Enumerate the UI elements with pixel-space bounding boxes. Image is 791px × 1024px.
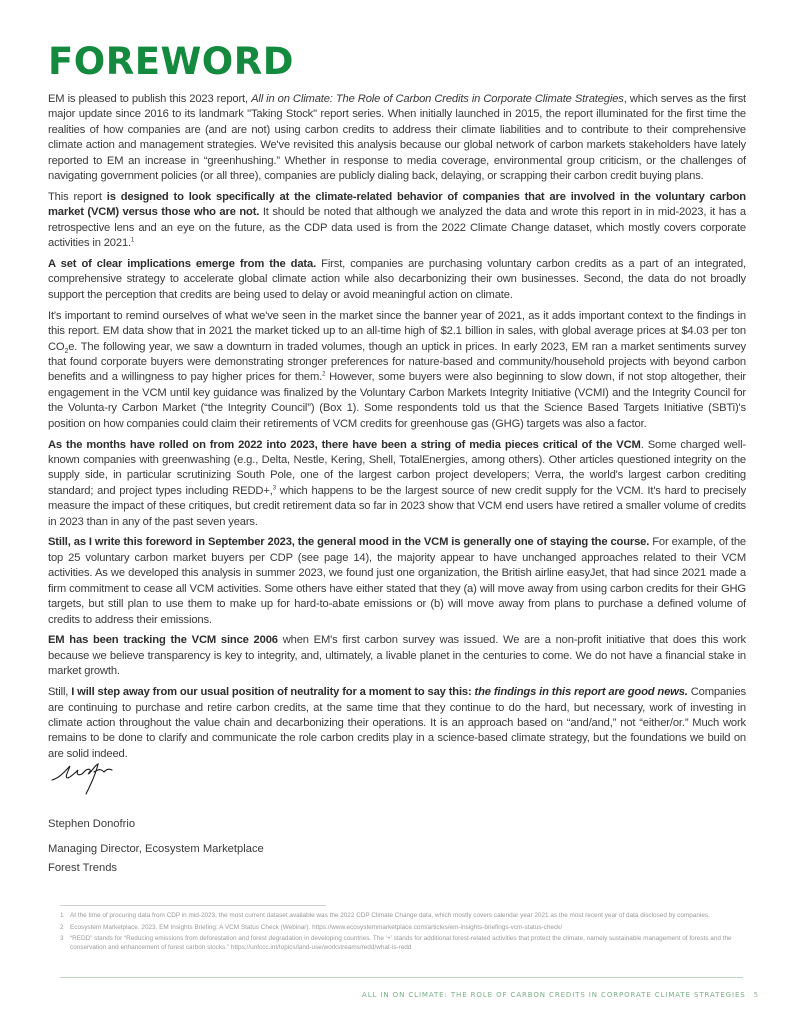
footnote-1 (60, 912, 740, 921)
page-footer (362, 991, 759, 999)
paragraph-tracking (48, 633, 746, 679)
text: Companies are continuing to purchase and retire carbon credits, at the same time that they continue to do the hard, but necessary, work of investing in climate action throughout the value chain and decarbonizing their operations. It is an approach based on “and/and,” not “either/or.” Much work remains to be done to clarify and communicate the role carbon credits play in a science-based climate strategy, but the foundations we build on are solid indeed. (48, 686, 746, 760)
footnote-divider (60, 905, 326, 906)
text: Still, (48, 686, 72, 699)
signatory-title: Managing Director, Ecosystem Marketplace (48, 843, 264, 855)
paragraph-mood (48, 535, 746, 627)
footnote-number: 3 (60, 935, 64, 943)
footnote-number: 2 (60, 923, 64, 931)
bold-lead: is designed to look specifically at the climate-related behavior of companies that are involved in the voluntary carbon market (VCM) versus those who are not. (48, 190, 746, 219)
page-number: 5 (753, 991, 759, 999)
bold-italic-emphasis: the findings in this report are good news. (474, 686, 688, 699)
bold-lead: I will step away from our usual position of neutrality for a moment to say this: (71, 686, 475, 699)
signatory-name: Stephen Donofrio (48, 818, 136, 830)
text: It's important to remind ourselves of what we've seen in the market since the banner year of 2021, as it adds important context to the findings in this report. EM data show that in 2021 the market ticked up to an all-time high of $2.1 billion in sales, with global average prices at $4.03 per ton CO (48, 309, 746, 353)
text: For example, of the top 25 voluntary carbon market buyers per CDP (see page 14), the majority appear to have unchanged approaches related to their VCM activities. As we developed this analysis in summer 2023, we found just one organization, the British airline easyJet, that had since 2021 made a firm commitment to cease all VCM activities. Some others have either stated that they (a) will move away from using carbon credits for their GHG targets, but still plan to use them to make up for hard-to-abate emissions or (b) will move away from plans to purchase a defined volume of credits to address their emissions. (48, 536, 746, 626)
text: , which serves as the first major update since 2016 to its landmark "Taking Stock" report series. When initially launched in 2015, the report illuminated for the first time the realities of how companies are (and are not) using carbon credits to address their climate liabilities and to contribute to their comprehensive climate action and management strategies. We've revisited this analysis because our global network of carbon markets stakeholders have lately reported to EM an increase in “greenhushing.” Whether in response to media coverage, environmental group criticism, or the challenges of navigating government policies (or all three), companies are publicly dialing back, delaying, or scrapping their carbon credit buying plans. (48, 93, 747, 183)
bold-lead: Still, as I write this foreword in September 2023, the general mood in the VCM is generally one of staying the course. (48, 536, 650, 549)
paragraph-media (48, 438, 746, 530)
footnote-2 (60, 924, 740, 933)
page-title: FOREWORD (48, 40, 294, 83)
bold-lead: EM has been tracking the VCM since 2006 (48, 634, 278, 647)
text: e. The following year, we saw a downturn in traded volumes, though an uptick in prices. In early 2023, EM ran a market sentiments survey that found corporate buyers were demonstrating stronger preferences for nature-based and community/household projects with beyond carbon benefits and a willingness to pay higher prices for them. (48, 340, 746, 384)
text: which happens to be the largest source of new credit supply for the VCM. It's hard to precisely measure the impact of these critiques, but credit retirement data so far in 2023 show that VCM end users have retired a smaller volume of credits in 2023 than in any of the past seven years. (48, 484, 747, 528)
text: This report (48, 190, 107, 203)
footnotes (60, 912, 740, 955)
footnote-number: 1 (60, 912, 64, 919)
handwritten-signature-icon (50, 760, 140, 800)
paragraph-design (48, 190, 746, 252)
footnote-ref-2[interactable]: 2 (322, 371, 326, 378)
paragraph-implications (48, 257, 746, 303)
footnote-ref-1[interactable]: 1 (130, 237, 135, 244)
text: First, companies are purchasing voluntary carbon credits as a part of an integrated, comprehensive strategy to accelerate global climate action while also decarbonizing their own businesses. Second, the data do not broadly support the perception that credits are being used to delay or avoid meaningful action on climate. (48, 258, 746, 301)
footer-divider (60, 977, 743, 978)
foreword-body (48, 92, 746, 768)
report-title-italic: All in on Climate: The Role of Carbon Credits in Corporate Climate Strategies (251, 93, 624, 105)
text: It should be noted that although we analyzed the data and wrote this report in in mid-2023, it has a retrospective lens and an eye on the future, as the CDP data used is from the 2022 Climate Change dataset, which mostly covers corporate activities in 2021. (48, 206, 746, 250)
paragraph-conclusion (48, 685, 746, 762)
signatory-organization: Forest Trends (48, 862, 118, 874)
footnote-text[interactable]: “REDD” stands for “Reducing emissions from deforestation and forest degradation in developing countries. The ‘+’ stands for additional forest-related activities that protect the climate, namely sustainable management of forests and the conservation and enhancement of forest carbon stocks.” https://unfccc.int/topics/land-use/workstreams/redd/what-is-redd (70, 935, 732, 951)
footnote-3 (60, 935, 740, 952)
subscript: 2 (64, 347, 69, 355)
paragraph-intro (48, 92, 746, 184)
text: . Some charged well-known companies with greenwashing (e.g., Delta, Nestle, Kering, Shell, TotalEnergies, among others). Other articles questioned integrity on the supply side, in particular scrutinizing South Pole, one of the largest carbon project developers; Verra, the world's largest carbon crediting standard; and project types including REDD+, (48, 438, 746, 497)
bold-lead: As the months have rolled on from 2022 into 2023, there have been a string of media pieces critical of the VCM (48, 438, 641, 451)
footnote-text[interactable]: Ecosystem Marketplace. 2023. EM Insights Briefing: A VCM Status Check (Webinar). https://www.ecosystemmarketplace.com/articles/em-insights-briefings-vcm-status-check/ (70, 923, 563, 931)
bold-lead: A set of clear implications emerge from the data. (48, 258, 317, 271)
text: EM is pleased to publish this 2023 report, (48, 93, 252, 105)
text: when EM's first carbon survey was issued. We are a non-profit initiative that does this work because we believe transparency is key to integrity, and, ultimately, a livable planet in the centuries to come. We do not have a financial stake in market growth. (48, 634, 746, 678)
footnote-ref-3[interactable]: 3 (272, 485, 276, 492)
paragraph-context (48, 309, 746, 432)
text: However, some buyers were also beginning to slow down, if not stop altogether, their engagement in the VCM until key guidance was finalized by the Voluntary Carbon Markets Integrity Initiative (VCMI) and the Integrity Council for the Volunta-ry Carbon Market (“the Integrity Council”) (Box 1). Some respondents told us that the Science Based Targets Initiative (SBTi)'s position on how companies could claim their retirements of VCM credits for greenhouse gas (GHG) targets was also a factor. (48, 371, 746, 430)
running-title: ALL IN ON CLIMATE: THE ROLE OF CARBON CREDITS IN CORPORATE CLIMATE STRATEGIES (362, 991, 746, 999)
footnote-text: At the time of procuring data from CDP in mid-2023, the most current dataset available was the 2022 CDP Climate Change data, which mostly covers calendar year 2021 as the most recent year of data disclosed by companies. (70, 912, 710, 919)
